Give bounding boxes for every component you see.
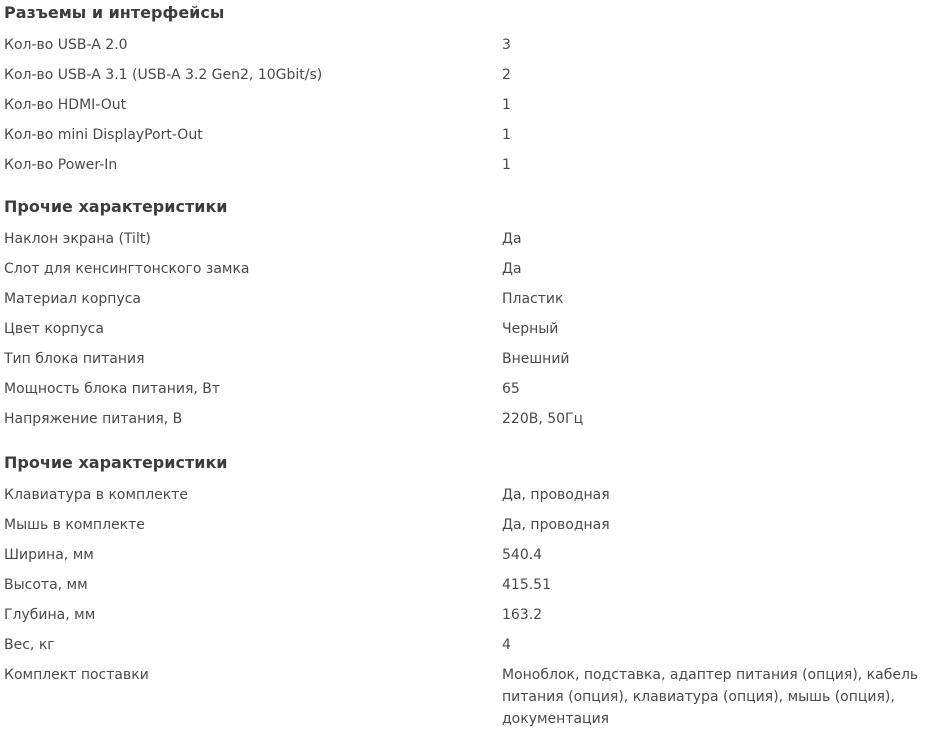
spec-label: Мощность блока питания, Вт (4, 381, 221, 397)
spec-row (4, 630, 948, 660)
spec-value: 1 (502, 157, 511, 173)
spec-value: Да (502, 231, 522, 247)
spec-row (4, 344, 948, 374)
spec-row (4, 284, 948, 314)
spec-row (4, 224, 948, 254)
spec-label: Наклон экрана (Tilt) (4, 231, 151, 247)
spec-value: 65 (502, 381, 520, 397)
spec-value: Да (502, 261, 522, 277)
spec-label: Напряжение питания, В (4, 411, 183, 427)
spec-row (4, 600, 948, 630)
spec-row (4, 540, 948, 570)
spec-label: Материал корпуса (4, 291, 142, 307)
spec-label: Клавиатура в комплекте (4, 487, 188, 503)
spec-label: Ширина, мм (4, 547, 94, 563)
spec-label: Кол-во Power-In (4, 157, 118, 173)
spec-row (4, 570, 948, 600)
spec-label: Мышь в комплекте (4, 517, 145, 533)
spec-value: Черный (502, 321, 559, 337)
spec-value: 540.4 (502, 547, 543, 563)
spec-list (4, 30, 948, 180)
spec-row (4, 254, 948, 284)
spec-label: Цвет корпуса (4, 321, 104, 337)
spec-row (4, 90, 948, 120)
section-title: Прочие характеристики (4, 197, 228, 216)
spec-row (4, 404, 948, 434)
spec-row (4, 314, 948, 344)
spec-label: Вес, кг (4, 637, 55, 653)
spec-value: 415.51 (502, 577, 551, 593)
spec-value: 220В, 50Гц (502, 411, 584, 427)
section-title: Разъемы и интерфейсы (4, 3, 225, 22)
spec-label: Кол-во USB-A 2.0 (4, 37, 128, 53)
spec-list (4, 480, 948, 730)
spec-value: 3 (502, 37, 511, 53)
spec-label: Тип блока питания (4, 351, 145, 367)
spec-value: Моноблок, подставка, адаптер питания (опция), кабель питания (опция), клавиатура (опция), мышь (опция), документация (502, 667, 919, 727)
spec-value: 1 (502, 97, 511, 113)
specifications-page (4, 0, 948, 744)
spec-label: Глубина, мм (4, 607, 96, 623)
spec-value: Пластик (502, 291, 564, 307)
section-title: Прочие характеристики (4, 453, 228, 472)
spec-value: Внешний (502, 351, 570, 367)
spec-label: Кол-во mini DisplayPort-Out (4, 127, 203, 143)
spec-row (4, 510, 948, 540)
spec-value: Да, проводная (502, 517, 610, 533)
spec-value: 163.2 (502, 607, 543, 623)
section-package-dimensions (4, 450, 948, 730)
spec-label: Слот для кенсингтонского замка (4, 261, 250, 277)
spec-row (4, 660, 948, 730)
spec-row (4, 30, 948, 60)
spec-row (4, 60, 948, 90)
spec-row (4, 480, 948, 510)
spec-value: 4 (502, 637, 511, 653)
section-other-characteristics (4, 194, 948, 434)
spec-label: Кол-во HDMI-Out (4, 97, 127, 113)
spec-value: 1 (502, 127, 511, 143)
spec-value: 2 (502, 67, 511, 83)
spec-row (4, 120, 948, 150)
spec-value: Да, проводная (502, 487, 610, 503)
spec-list (4, 224, 948, 434)
spec-row (4, 150, 948, 180)
spec-label: Высота, мм (4, 577, 88, 593)
spec-label: Кол-во USB-A 3.1 (USB-A 3.2 Gen2, 10Gbit/s) (4, 67, 323, 83)
spec-row (4, 374, 948, 404)
spec-label: Комплект поставки (4, 667, 149, 683)
section-connectors (4, 0, 948, 180)
